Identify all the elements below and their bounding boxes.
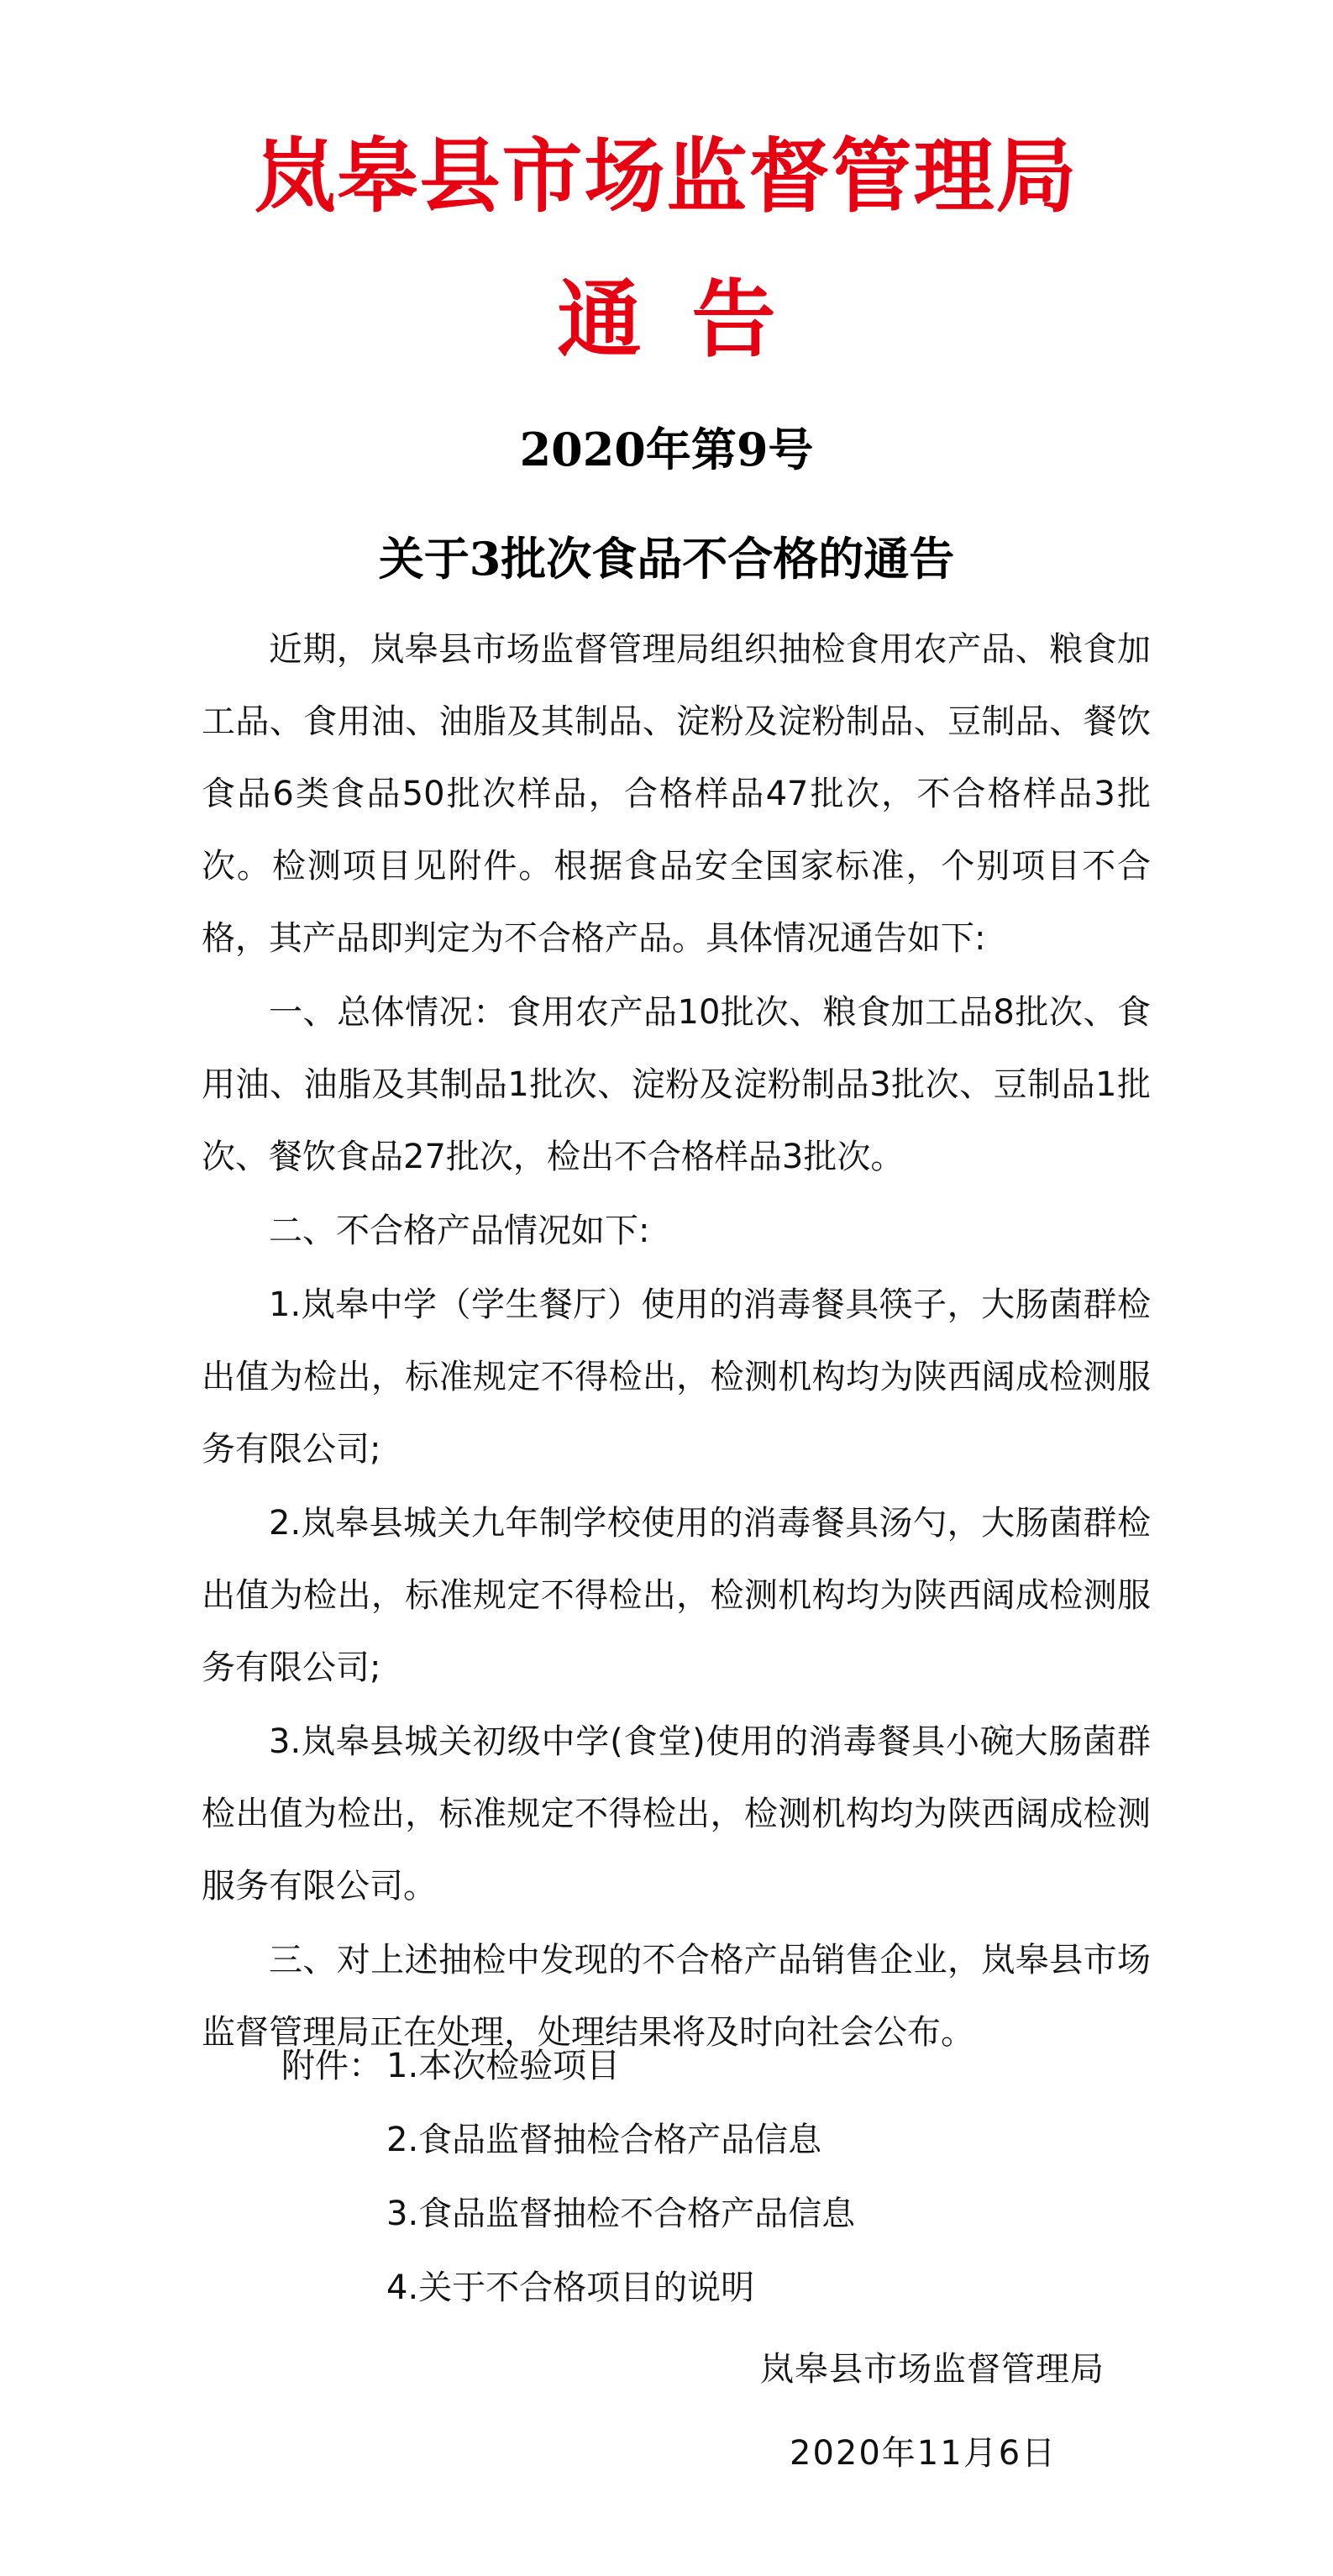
- section-handling: 三、对上述抽检中发现的不合格产品销售企业，岚皋县市场监督管理局正在处理，处理结果将及时向社会公布。: [202, 1941, 1151, 2052]
- unqualified-item-3: 3.岚皋县城关初级中学(食堂)使用的消毒餐具小碗大肠菌群检出值为检出，标准规定不得检出，检测机构均为陕西阔成检测服务有限公司。: [202, 1722, 1151, 1906]
- document-number: 2020年第9号: [519, 423, 814, 476]
- signature-date: 2020年11月6日: [790, 2434, 1057, 2473]
- annex-item: 1.本次检验项目: [386, 2047, 621, 2085]
- annex-label: 附件：: [281, 2047, 382, 2085]
- signature-agency: 岚皋县市场监督管理局: [760, 2350, 1105, 2389]
- unqualified-item-1: 1.岚皋中学（学生餐厅）使用的消毒餐具筷子，大肠菌群检出值为检出，标准规定不得检出，检测机构均为陕西阔成检测服务有限公司;: [202, 1285, 1151, 1469]
- section-unqualified-heading: 二、不合格产品情况如下:: [269, 1212, 650, 1250]
- notice-title-char-1: 通: [557, 270, 642, 369]
- annex-item: 2.食品监督抽检合格产品信息: [386, 2121, 822, 2159]
- notice-subject: 关于3批次食品不合格的通告: [378, 532, 955, 586]
- section-overview: 一、总体情况：食用农产品10批次、粮食加工品8批次、食用油、油脂及其制品1批次、淀粉及淀粉制品3批次、豆制品1批次、餐饮食品27批次，检出不合格样品3批次。: [202, 993, 1151, 1176]
- annex-item: 3.食品监督抽检不合格产品信息: [386, 2195, 856, 2233]
- notice-title: [0, 269, 1333, 370]
- intro-paragraph: 近期，岚皋县市场监督管理局组织抽检食用农产品、粮食加工品、食用油、油脂及其制品、淀粉及淀粉制品、豆制品、餐饮食品6类食品50批次样品，合格样品47批次，不合格样品3批次。检测项目见附件。根据食品安全国家标准，个别项目不合格，其产品即判定为不合格产品。具体情况通告如下:: [202, 630, 1151, 958]
- notice-title-char-2: 告: [691, 270, 776, 369]
- notice-body: [202, 613, 1151, 2070]
- annex-item: 4.关于不合格项目的说明: [386, 2268, 755, 2307]
- agency-title: 岚皋县市场监督管理局: [255, 129, 1078, 223]
- unqualified-item-2: 2.岚皋县城关九年制学校使用的消毒餐具汤勺，大肠菌群检出值为检出，标准规定不得检出，检测机构均为陕西阔成检测服务有限公司;: [202, 1504, 1151, 1687]
